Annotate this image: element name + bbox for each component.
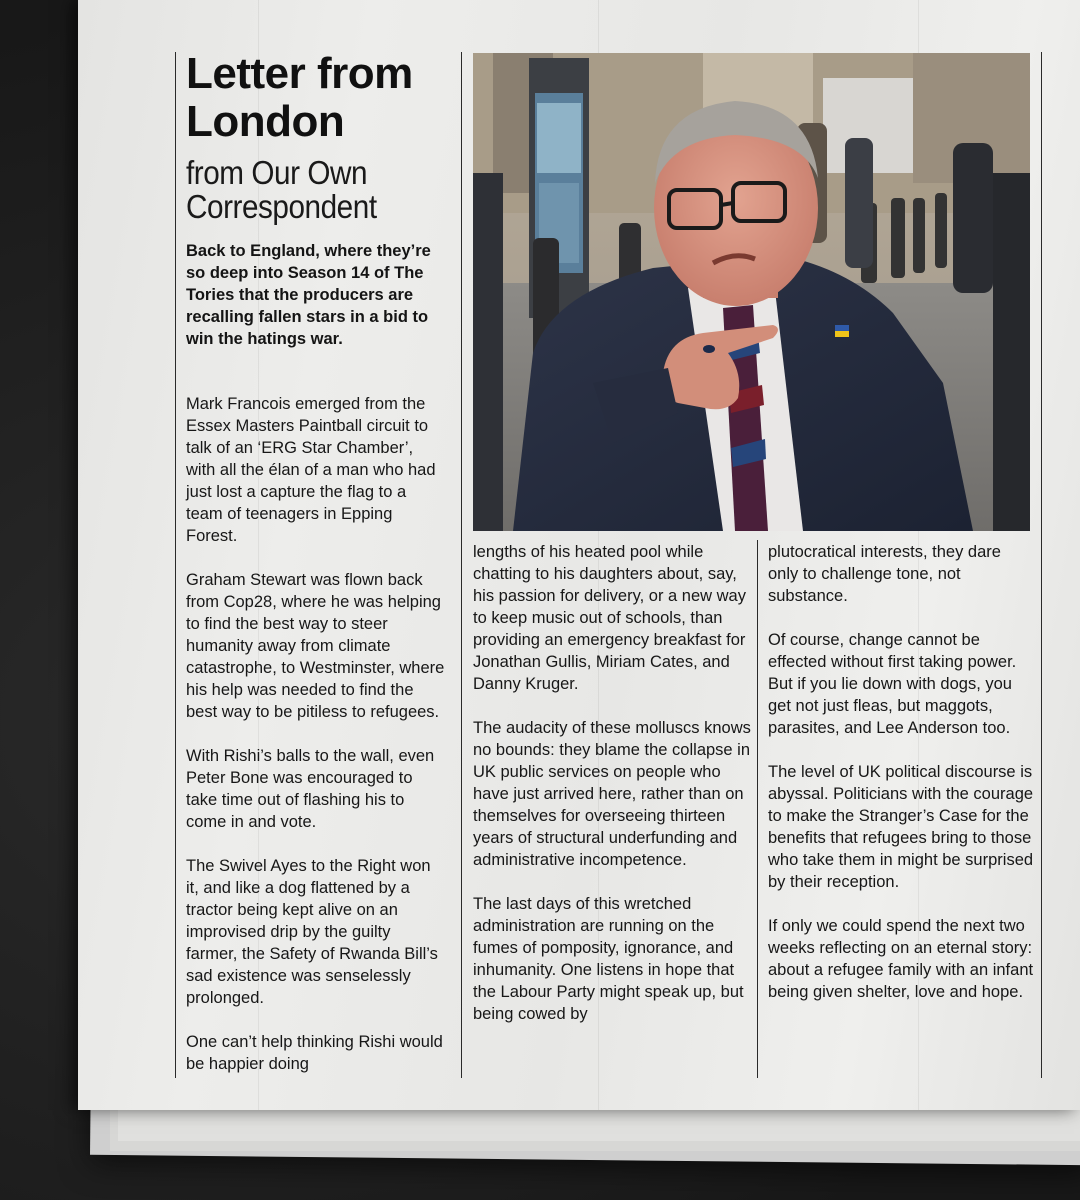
paragraph: Of course, change cannot be effected without first taking power. But if you lie down with dogs, you get not just fleas, but maggots, parasites, and Lee Anderson too. [768,631,1017,737]
paragraph: lengths of his heated pool while chatting to his daughters about, say, his passion for delivery, or a new way to keep music out of schools, than providing an emergency breakfast for Jonathan Gullis, Miriam Cates, and Danny Kruger. [473,543,746,693]
column-rule-2 [757,540,758,1078]
column-rule-left [175,52,176,1078]
article-column-2 [473,541,751,1047]
column-rule-1 [461,52,462,1078]
paragraph: The Swivel Ayes to the Right won it, and like a dog flattened by a tractor being kept alive on an improvised drip by the guilty farmer, the Safety of Rwanda Bill’s sad existence was senselessly prolonged. [186,857,438,1007]
paragraph: plutocratical interests, they dare only to challenge tone, not substance. [768,543,1001,605]
column-rule-right [1041,52,1042,1078]
paragraph: With Rishi’s balls to the wall, even Peter Bone was encouraged to take time out of flashing his to come in and vote. [186,747,435,831]
paragraph: The last days of this wretched administration are running on the fumes of pomposity, ignorance, and inhumanity. One listens in hope that the Labour Party might speak up, but being cowed by [473,895,744,1023]
article-photo [473,53,1030,531]
paragraph: Mark Francois emerged from the Essex Masters Paintball circuit to talk of an ‘ERG Star Chamber’, with all the élan of a man who had just lost a capture the flag to a team of teenagers in Epping Forest. [186,395,436,545]
article-column-3 [768,541,1034,1025]
byline: from Our Own Correspondent [186,154,377,225]
photo-man-pointing [473,53,1030,531]
standfirst: Back to England, where they’re so deep into Season 14 of The Tories that the producers are recalling fallen stars in a bid to win the hatings war. [186,242,431,348]
headline: Letter from London [186,49,413,146]
paragraph: Graham Stewart was flown back from Cop28, where he was helping to find the best way to steer humanity away from climate catastrophe, to Westminster, where his help was needed to find the best way to be pitiless to refugees. [186,571,445,721]
paragraph: One can’t help thinking Rishi would be happier doing [186,1033,443,1073]
paragraph: The audacity of these molluscs knows no bounds: they blame the collapse in UK public services on people who have just arrived here, rather than on themselves for overseeing thirteen years of structural underfunding and administrative incompetence. [473,719,751,869]
paragraph: If only we could spend the next two weeks reflecting on an eternal story: about a refugee family with an infant being given shelter, love and hope. [768,917,1034,1001]
article-column-1 [186,393,446,1097]
paragraph: The level of UK political discourse is abyssal. Politicians with the courage to make the Stranger’s Case for the benefits that refugees bring to those who take them in might be surprised by their reception. [768,763,1034,891]
